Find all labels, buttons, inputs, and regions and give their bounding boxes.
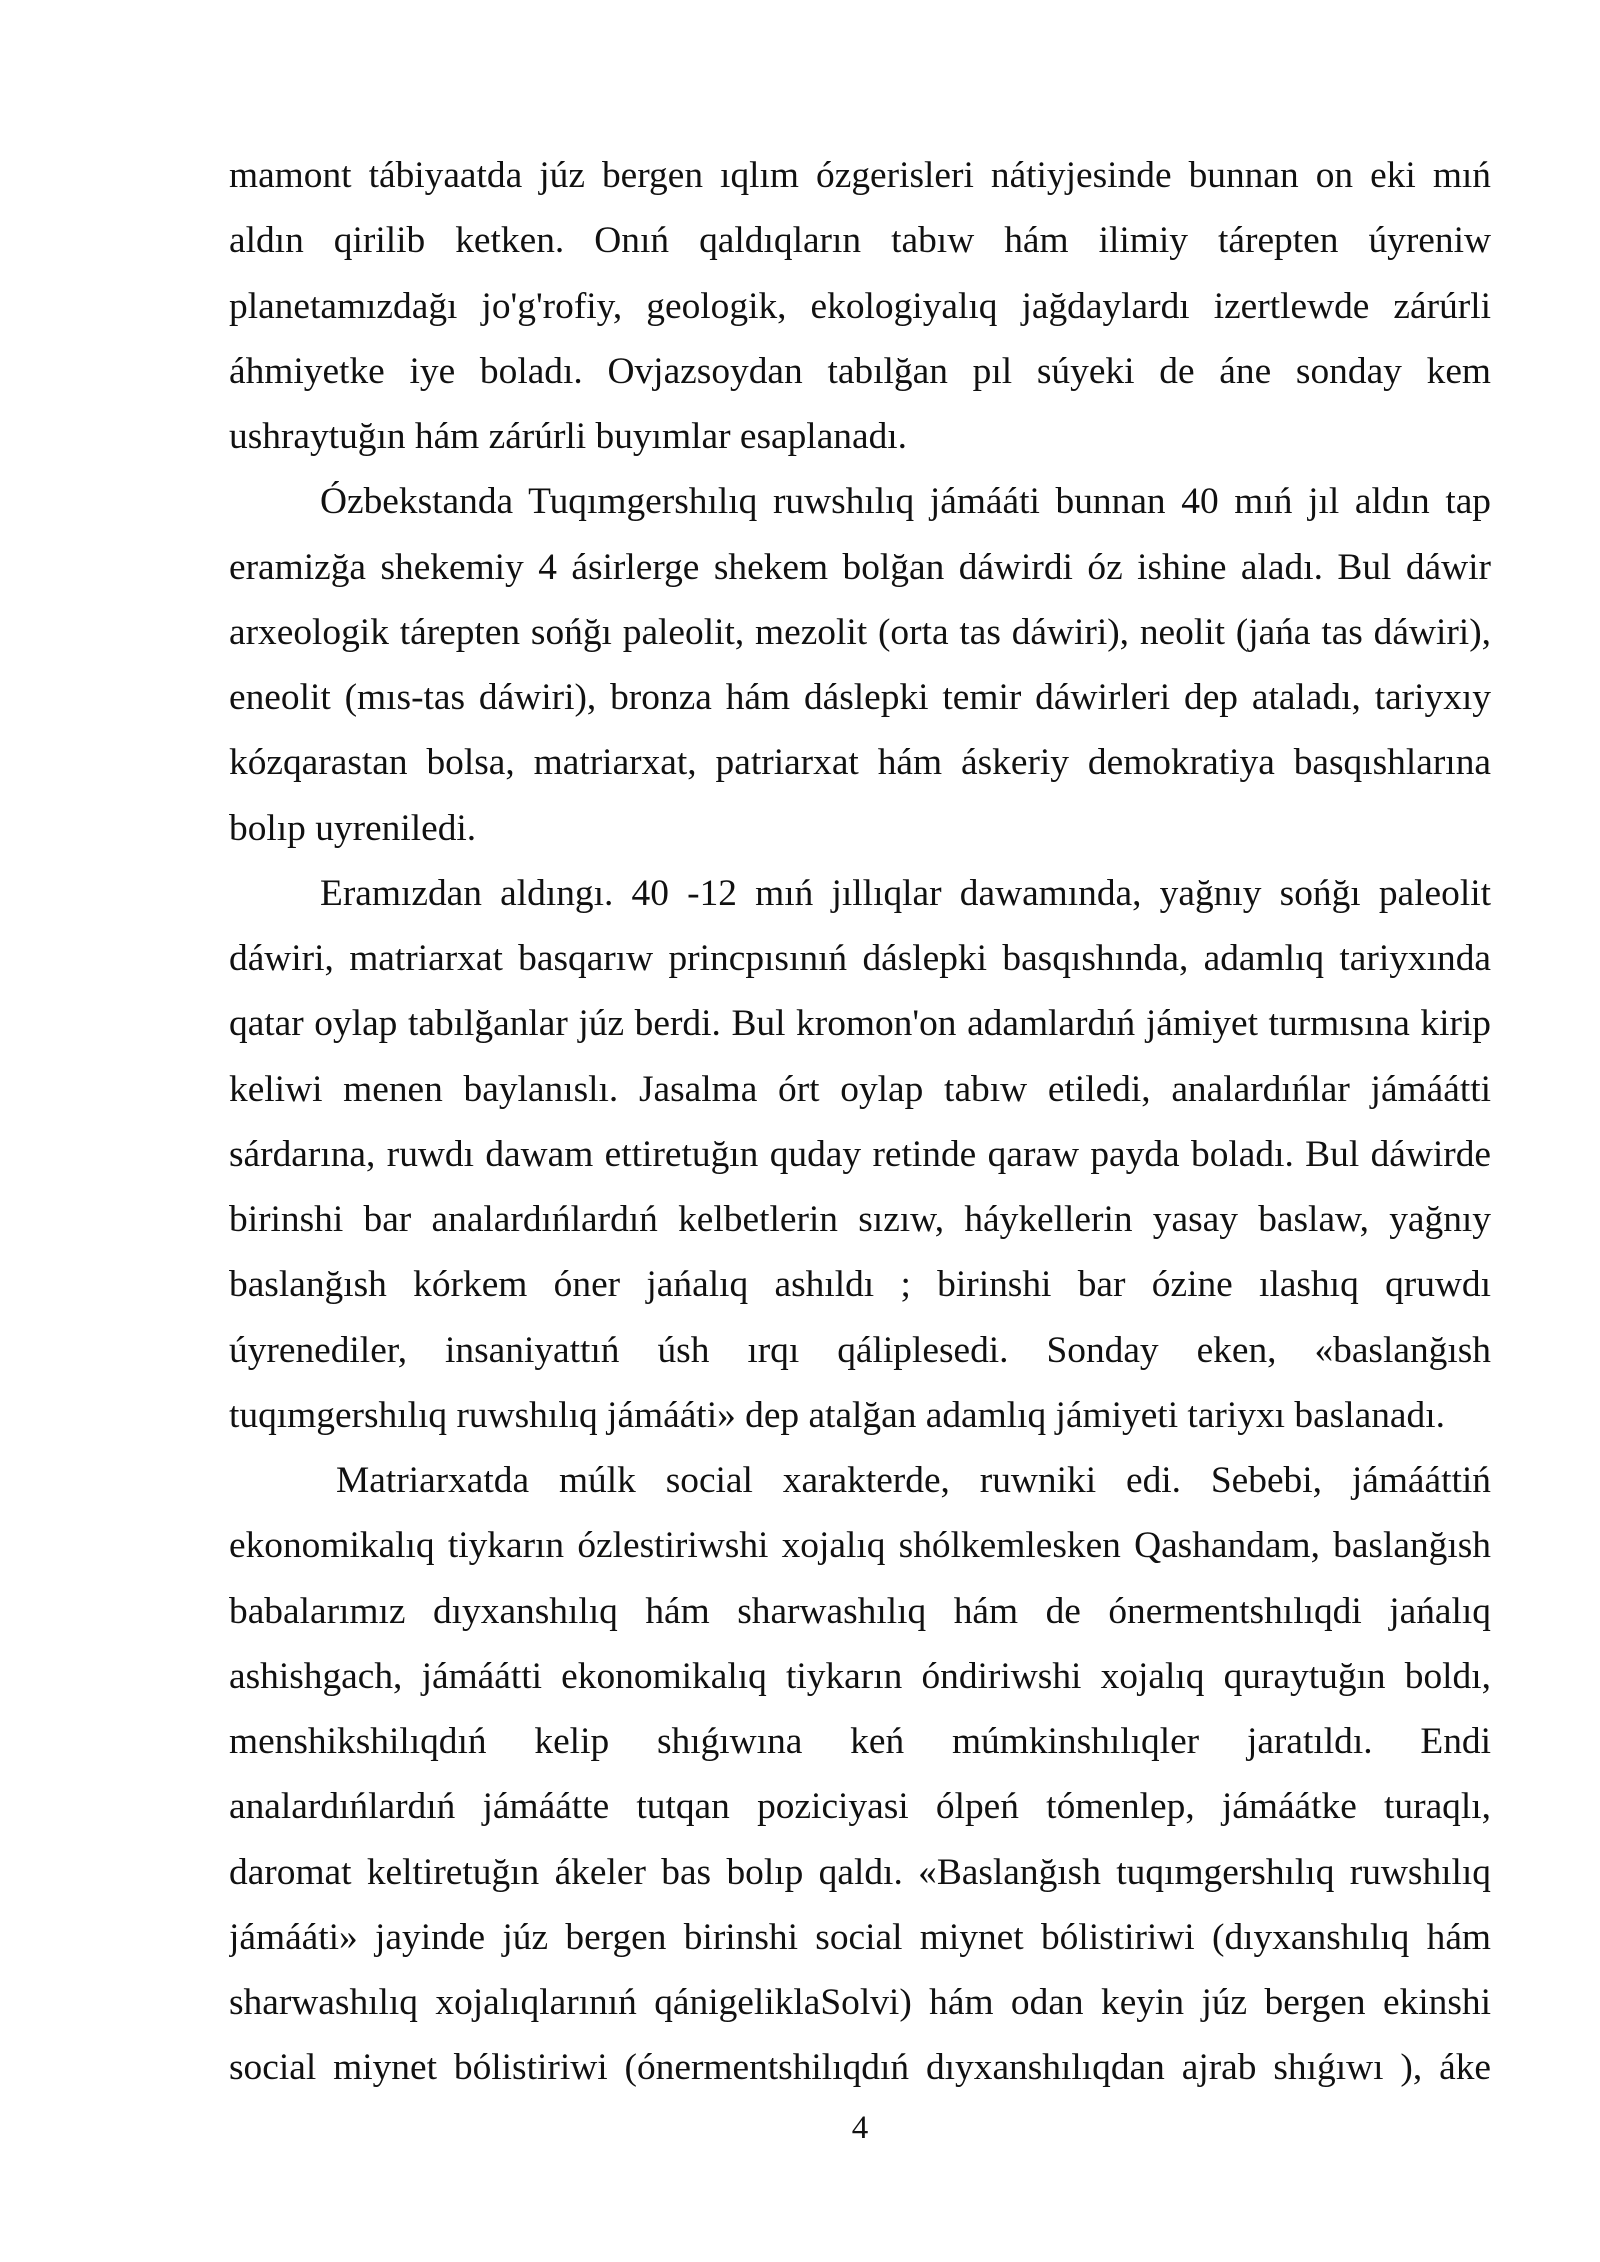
paragraph-matriarchy: [229, 1448, 1491, 2101]
text-line: sárdarına, ruwdı dawam ettiretuğın quday retinde qaraw payda boladı. Bul dáwirde: [229, 1133, 1491, 1175]
text-line: bolıp uyreniledi.: [229, 807, 477, 849]
paragraph-uzbekistan-community: [229, 469, 1491, 861]
text-line: birinshi bar analardıńlardıń kelbetlerin sızıw, háykellerin yasay baslaw, yağnıy: [229, 1199, 1491, 1240]
text-line: arxeologik tárepten sońğı paleolit, mezolit (orta tas dáwiri), neolit (jańa tas dáwiri),: [229, 611, 1491, 653]
text-line: eneolit (mıs-tas dáwiri), bronza hám dáslepki temir dáwirleri dep ataladı, tariyxıy: [229, 677, 1491, 718]
text-line: kózqarastan bolsa, matriarxat, patriarxat hám áskeriy demokratiya basqıshlarına: [229, 742, 1491, 784]
text-line: menshikshilıqdıń kelip shıǵıwına keń múmkinshılıqler jaratıldı. Endi: [229, 1721, 1491, 1762]
text-line: ashishgach, jámáátti ekonomikalıq tiykarın óndiriwshi xojalıq quraytuğın boldı,: [229, 1655, 1491, 1697]
text-line: aldın qirilib ketken. Onıń qaldıqların tabıw hám ilimiy tárepten úyreniw: [229, 220, 1491, 262]
text-line: keliwi menen baylanıslı. Jasalma órt oylap tabıw etiledi, analardıńlar jámáátti: [229, 1068, 1491, 1110]
text-line: eramizğa shekemiy 4 ásirlerge shekem bolğan dáwirdi óz ishine aladı. Bul dáwir: [229, 546, 1491, 588]
text-line: sharwashılıq xojalıqlarınıń qánigeliklaSolvi) hám odan keyin júz bergen ekinshi: [229, 1982, 1491, 2023]
paragraph-continuation: [229, 143, 1491, 469]
text-line: dáwiri, matriarxat basqarıw princpısınıń dáslepki basqıshında, adamlıq tariyxında: [229, 938, 1491, 979]
text-line: daromat keltiretuğın ákeler bas bolıp qaldı. «Baslanğısh tuqımgershılıq ruwshılıq: [229, 1851, 1491, 1893]
text-line: úyrenediler, insaniyattıń úsh ırqı qáliplesedi. Sonday eken, «baslanğısh: [229, 1329, 1491, 1371]
text-line: Eramızdan aldıngı. 40 -12 mıń jıllıqlar dawamında, yağnıy sońğı paleolit: [320, 872, 1491, 914]
text-line: Ózbekstanda Tuqımgershılıq ruwshılıq jámááti bunnan 40 mıń jıl aldın tap: [320, 481, 1491, 523]
text-line: baslanğısh kórkem óner jańalıq ashıldı ; birinshi bar ózine ılashıq qruwdı: [229, 1264, 1491, 1306]
text-line: analardıńlardıń jámáátte tutqan poziciyasi ólpeń tómenlep, jámáátke turaqlı,: [229, 1786, 1491, 1828]
text-line: ushraytuğın hám zárúrli buyımlar esaplanadı.: [229, 416, 908, 457]
paragraph-paleolithic: [229, 861, 1491, 1448]
body-text: [229, 143, 1491, 2101]
text-line: áhmiyetke iye boladı. Ovjazsoydan tabılğan pıl súyeki de áne sonday kem: [229, 350, 1491, 392]
text-line: social miynet bólistiriwi (ónermentshilıqdıń dıyxanshılıqdan ajrab shıǵıwı ), áke: [229, 2047, 1491, 2089]
text-line: Matriarxatda múlk social xarakterde, ruwniki edi. Sebebi, jámááttiń: [336, 1460, 1491, 1501]
text-line: babalarımız dıyxanshılıq hám sharwashılıq hám de ónermentshılıqdi jańalıq: [229, 1590, 1491, 1632]
text-line: qatar oylap tabılğanlar júz berdi. Bul kromon'on adamlardıń jámiyet turmısına kirip: [229, 1003, 1491, 1045]
text-line: tuqımgershılıq ruwshılıq jámááti» dep atalğan adamlıq jámiyeti tariyxı baslanadı.: [229, 1394, 1445, 1436]
text-line: planetamızdağı jo'g'rofiy, geologik, ekologiyalıq jağdaylardı izertlewde zárúrli: [229, 285, 1491, 327]
text-line: mamont tábiyaatda júz bergen ıqlım ózgerisleri nátiyjesinde bunnan on eki mıń: [229, 155, 1491, 196]
text-line: jámááti» jayinde júz bergen birinshi social miynet bólistiriwi (dıyxanshılıq hám: [229, 1916, 1491, 1958]
text-line: ekonomikalıq tiykarın ózlestiriwshi xojalıq shólkemlesken Qashandam, baslanğısh: [229, 1525, 1491, 1567]
page-number: 4: [851, 2110, 869, 2146]
